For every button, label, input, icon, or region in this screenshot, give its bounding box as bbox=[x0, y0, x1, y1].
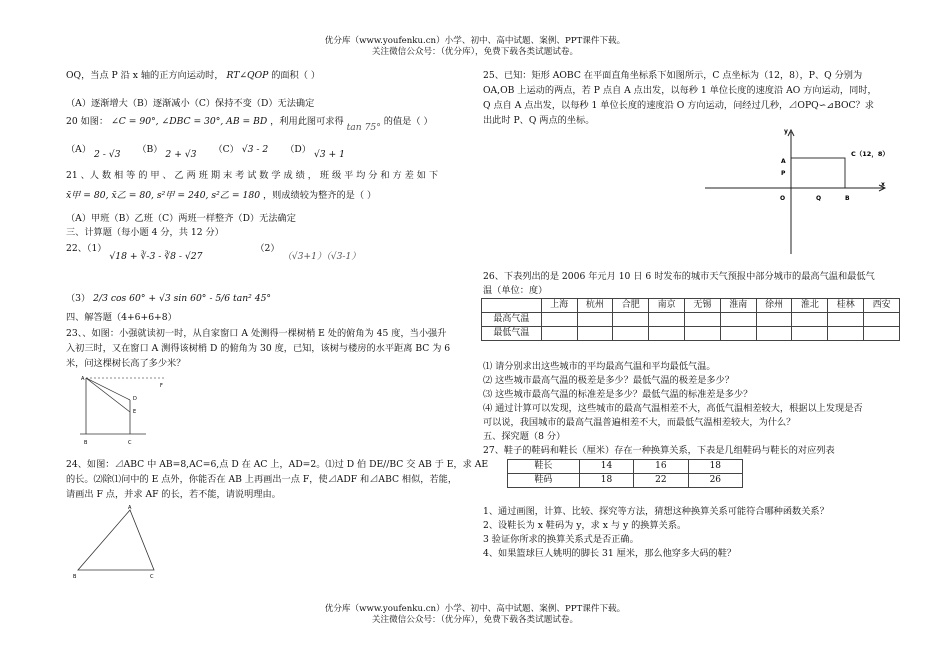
fig23-label-d: D bbox=[133, 396, 137, 402]
footer-line-2: 关注微信公众号：（优分库），免费下载各类试题试卷。 bbox=[371, 615, 579, 626]
q20-opt-d: （D） bbox=[285, 144, 311, 155]
fig25-label-y: y bbox=[784, 128, 788, 135]
q20-math: ∠C = 90°, ∠DBC = 30°, AB = BD bbox=[111, 116, 268, 127]
shoe-size-table bbox=[507, 459, 743, 488]
fig23-label-f: F bbox=[160, 383, 163, 389]
q23-line1: 23、、如图：小强就读初一时，从自家窗口 A 处测得一棵树梢 E 处的俯角为 45 度，当小强升 bbox=[66, 328, 447, 339]
q22-label3: （3） bbox=[66, 293, 91, 304]
th-cell: 无锡 bbox=[685, 299, 721, 313]
figure-23 bbox=[76, 372, 186, 448]
q21-line2 bbox=[66, 190, 376, 202]
q22-expr3: 2/3 cos 60° + √3 sin 60° - 5/6 tan² 45° bbox=[93, 293, 272, 304]
fig23-label-e: E bbox=[133, 409, 137, 415]
fig25-label-p: P bbox=[781, 170, 786, 177]
fig24-label-a: A bbox=[128, 505, 132, 511]
q26-line1: 26、下表列出的是 2006 年元月 10 日 6 时发布的城市天气预报中部分城市的最高气温和最低气 bbox=[483, 271, 875, 282]
q22-label2: （2） bbox=[255, 243, 280, 254]
q23-line2: 入初三时，又在窗口 A 测得该树梢 D 的俯角为 30 度，已知，该树与楼房的水平距离 BC 为 6 bbox=[66, 343, 451, 354]
fig25-label-x: x bbox=[881, 181, 885, 188]
q20-intro: 20 如图： bbox=[66, 116, 109, 127]
table-row bbox=[508, 460, 743, 474]
fig25-label-q: Q bbox=[816, 195, 822, 202]
q20-val-d: √3 + 1 bbox=[313, 149, 345, 160]
q20-end: 的值是（ ） bbox=[383, 116, 433, 127]
q26-line2: 温（单位：度） bbox=[483, 285, 548, 296]
q27-q1: 1、通过画图，计算、比较、探究等方法，猜想这种换算关系可能符合哪种函数关系？ bbox=[483, 506, 829, 517]
page-header bbox=[0, 36, 950, 58]
shoe-cell: 鞋长 bbox=[508, 460, 580, 474]
q27-q3: 3 验证你所求的换算关系式是否正确。 bbox=[483, 534, 639, 545]
q24-line1: 24、如图：⊿ABC 中 AB=8,AC=6,点 D 在 AC 上，AD=2。⑴过 D 伯 DE//BC 交 AB 于 E，求 AE bbox=[66, 459, 489, 470]
shoe-cell: 18 bbox=[688, 460, 742, 474]
q20-opt-c: （C） bbox=[213, 144, 239, 155]
q23-line3: 米，问这棵树长高了多少米？ bbox=[66, 358, 186, 369]
q27-q4: 4、如果篮球巨人姚明的脚长 31 厘米，那么他穿多大码的鞋？ bbox=[483, 548, 737, 559]
fig25-label-b: B bbox=[845, 195, 850, 202]
q21-tail: ，则成绩较为整齐的是（ ） bbox=[262, 190, 377, 201]
header-line-2: 关注微信公众号：（优分库），免费下载各类试题试卷。 bbox=[371, 47, 579, 58]
q19-line bbox=[66, 70, 320, 82]
shoe-cell: 26 bbox=[688, 474, 742, 488]
q20-tail: ，利用此图可求得 bbox=[270, 116, 344, 127]
section-5-title: 五、探究题（8 分） bbox=[483, 431, 566, 442]
temperature-table-header bbox=[482, 299, 900, 313]
table-row bbox=[508, 474, 743, 488]
shoe-cell: 22 bbox=[634, 474, 688, 488]
q20-val-c: √3 - 2 bbox=[241, 144, 269, 155]
fig23-label-b: B bbox=[84, 440, 88, 446]
q25-line4: 出此时 P、Q 两点的坐标。 bbox=[483, 115, 595, 126]
q19-math: RT∠QOP bbox=[226, 70, 269, 81]
fig23-label-c: C bbox=[128, 440, 132, 446]
table-row bbox=[482, 313, 900, 327]
footer-line-1: 优分库（www.youfenku.cn）小学、初中、高中试题、案例、PPT课件下载。 bbox=[324, 604, 626, 614]
q19-tail: 的面积（ ） bbox=[271, 70, 321, 81]
header-line-1: 优分库（www.youfenku.cn）小学、初中、高中试题、案例、PPT课件下载。 bbox=[324, 36, 626, 46]
fig23-label-a: A bbox=[81, 376, 85, 382]
row-label-high: 最高气温 bbox=[482, 313, 542, 327]
q22-row1 bbox=[66, 243, 361, 262]
temperature-table bbox=[481, 298, 900, 341]
row-label-low: 最低气温 bbox=[482, 327, 542, 341]
q26-sub4a: ⑷ 通过计算可以发现，这些城市的最高气温相差不大，高低气温相差较大，根据以上发现是否 bbox=[483, 403, 863, 414]
q19-text: OQ，当点 P 沿 x 轴的正方向运动时， bbox=[66, 70, 224, 81]
q24-line2: 的长。⑵除⑴问中的 E 点外，你能否在 AB 上再画出一点 F，使⊿ADF 和⊿ABC 相似，若能， bbox=[66, 474, 458, 485]
fig25-label-a: A bbox=[781, 158, 786, 165]
fig24-label-b: B bbox=[73, 574, 77, 580]
th-cell: 徐州 bbox=[756, 299, 792, 313]
th-cell: 桂林 bbox=[828, 299, 864, 313]
th-cell: 淮南 bbox=[720, 299, 756, 313]
section-3-title: 三、计算题（每小题 4 分，共 12 分） bbox=[66, 227, 224, 238]
q27-q2: 2、设鞋长为 x 鞋码为 y，求 x 与 y 的换算关系。 bbox=[483, 520, 687, 531]
q25-line1: 25、已知：矩形 AOBC 在平面直角坐标系下如图所示，C 点坐标为（12，8），P、Q 分别为 bbox=[483, 70, 863, 81]
fig25-label-c: C（12，8） bbox=[851, 150, 889, 158]
q25-line2: OA,OB 上运动的两点，若 P 点自 A 点出发，以每秒 1 单位长度的速度沿 AO 方向运动，同时， bbox=[483, 85, 877, 96]
shoe-cell: 18 bbox=[579, 474, 633, 488]
q26-sub2: ⑵ 这些城市最高气温的极差是多少？最低气温的极差是多少？ bbox=[483, 375, 734, 386]
fig25-label-o: O bbox=[780, 195, 786, 202]
q20-val-b: 2 + √3 bbox=[165, 149, 197, 160]
q22-expr1: √18 + ∛-3 - ∛8 - √27 bbox=[109, 251, 203, 262]
table-row bbox=[482, 327, 900, 341]
q20-options bbox=[66, 144, 345, 160]
q19-options: （A）逐渐增大（B）逐渐减小（C）保持不变（D）无法确定 bbox=[66, 98, 315, 109]
q25-line3: Q 点自 A 点出发，以每秒 1 单位长度的速度沿 O 方向运动，问经过几秒，⊿OPQ∽⊿BOC？求 bbox=[483, 100, 874, 111]
th-cell: 淮北 bbox=[792, 299, 828, 313]
q20-val-a: 2 - √3 bbox=[93, 149, 121, 160]
th-cell: 南京 bbox=[649, 299, 685, 313]
q22-expr2: （√3+1）（√3-1） bbox=[282, 251, 361, 262]
q26-sub3: ⑶ 这些城市最高气温的标准差是多少？最低气温的标准差是多少？ bbox=[483, 389, 753, 400]
q20-opt-a: （A） bbox=[66, 144, 92, 155]
figure-24 bbox=[70, 502, 170, 582]
q20-line bbox=[66, 116, 433, 133]
th-cell: 合肥 bbox=[613, 299, 649, 313]
q21-options: （A）甲班（B）乙班（C）两班一样整齐（D）无法确定 bbox=[66, 213, 296, 224]
section-4-title: 四、解答题（4+6+6+8） bbox=[66, 312, 177, 323]
q22-row3 bbox=[66, 293, 271, 305]
q21-math: x̄甲 = 80, x̄乙 = 80, s²甲 = 240, s²乙 = 180 bbox=[66, 190, 261, 201]
q20-opt-b: （B） bbox=[137, 144, 163, 155]
figure-25 bbox=[695, 122, 905, 257]
fig24-label-c: C bbox=[150, 574, 154, 580]
th-cell: 杭州 bbox=[577, 299, 613, 313]
q27-intro: 27、鞋子的鞋码和鞋长（厘米）存在一种换算关系，下表是几组鞋码与鞋长的对应列表 bbox=[483, 445, 835, 456]
shoe-cell: 16 bbox=[634, 460, 688, 474]
shoe-cell: 14 bbox=[579, 460, 633, 474]
q22-label: 22、（1） bbox=[66, 243, 107, 254]
th-cell: 西安 bbox=[864, 299, 900, 313]
q20-tan: tan 75° bbox=[346, 122, 381, 133]
q21-line1: 21 、人 数 相 等 的 甲 、 乙 两 班 期 末 考 试 数 学 成 绩 ， 班 级 平 均 分 和 方 差 如 下 bbox=[66, 170, 439, 181]
q26-sub1: ⑴ 请分别求出这些城市的平均最高气温和平均最低气温。 bbox=[483, 361, 716, 372]
th-cell bbox=[482, 299, 542, 313]
q26-sub4b: 可以说，我国城市的最高气温普遍相差不大，而最低气温相差较大，为什么？ bbox=[483, 417, 796, 428]
q24-line3: 请画出 F 点，并求 AF 的长，若不能，请说明理由。 bbox=[66, 489, 281, 500]
th-cell: 上海 bbox=[541, 299, 577, 313]
page-footer bbox=[0, 604, 950, 626]
shoe-cell: 鞋码 bbox=[508, 474, 580, 488]
